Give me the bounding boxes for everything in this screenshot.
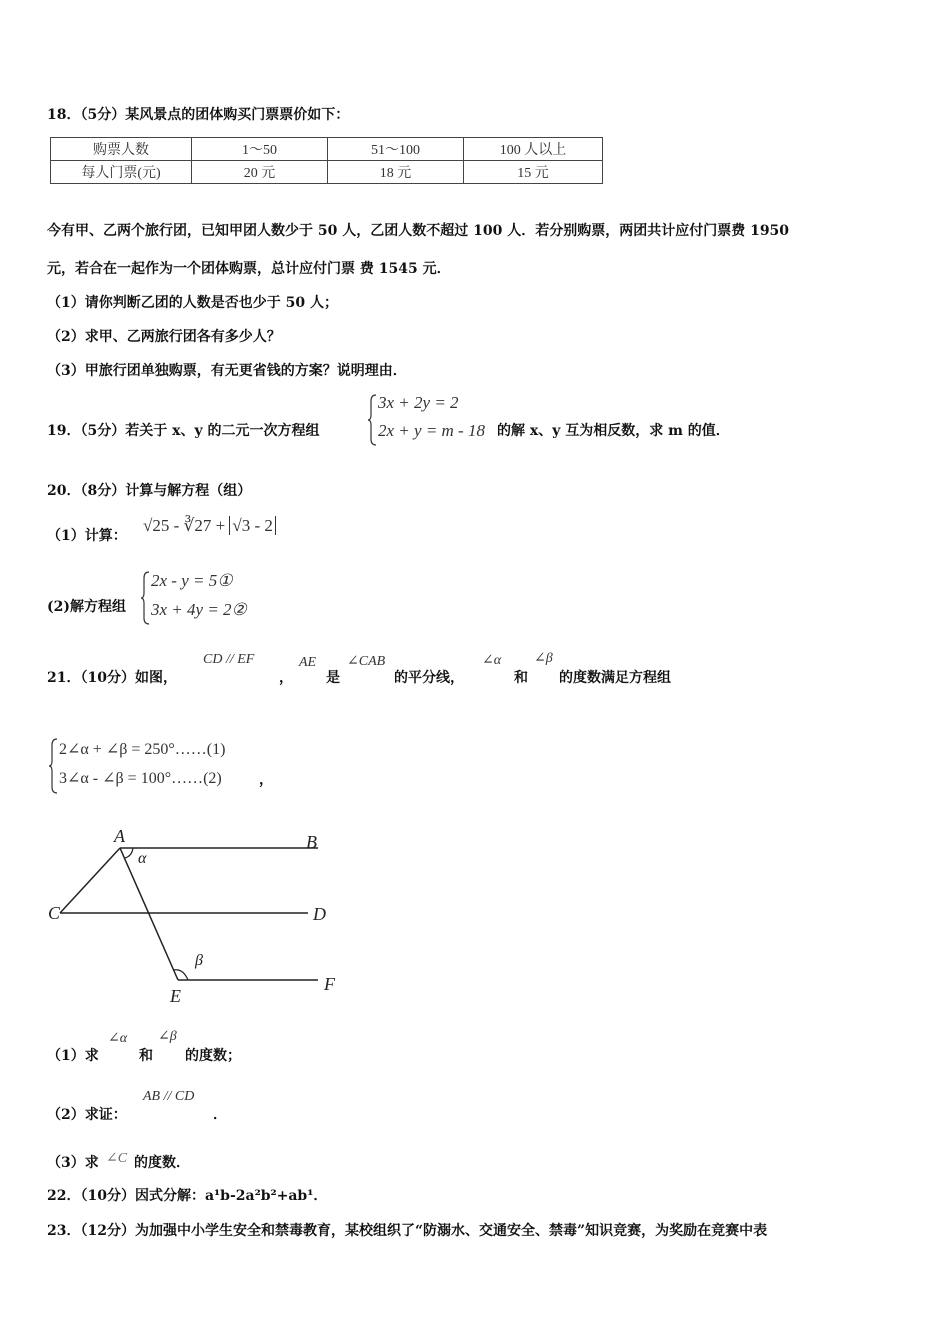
q18-sub1: （1）请你判断乙团的人数是否也少于 50 人； [47,295,338,311]
label-d: D [313,904,326,924]
table-cell: 1～50 [192,138,328,161]
q18-para1: 今有甲、乙两个旅行团，已知甲团人数少于 50 人，乙团人数不超过 100 人．若分别购票，两团共计应付门票费 1950 [47,223,790,239]
q21-eq1: 2∠α + ∠β = 250°……(1) [59,741,226,758]
q21-suffix: 的度数满足方程组 [559,670,671,686]
q20-eq1: 2x - y = 5① [151,571,233,590]
q21-alpha: ∠α [482,653,502,668]
q21-sub1-a: （1）求 [47,1048,99,1064]
table-cell: 51～100 [328,138,464,161]
q21-sub1-alpha: ∠α [108,1031,128,1046]
q21-sub1-beta: ∠β [158,1029,177,1044]
q20-equation-system [141,570,271,626]
q21-eq-tail: ， [259,772,273,788]
q21-sub1-he: 和 [139,1048,153,1064]
q21-sub3-b: 的度数． [134,1155,190,1171]
brace-icon [141,570,151,626]
label-alpha: α [138,850,147,867]
q21-beta: ∠β [534,651,553,666]
label-b: B [306,832,317,852]
table-cell: 每人门票(元) [51,161,192,184]
q21-he: 和 [514,670,528,686]
q18-sub2: （2）求甲、乙两旅行团各有多少人？ [47,329,281,345]
q21-prefix: 21．（10分）如图， [47,670,177,686]
q22-text: 22．（10分）因式分解：a¹b-2a²b²+ab¹． [47,1188,328,1204]
line-ae [120,848,178,980]
q19-equation-system [368,393,498,447]
table-cell: 100 人以上 [464,138,603,161]
line-ac [60,848,120,913]
q21-ae: AE [299,655,317,670]
alpha-arc-icon [125,848,133,858]
q21-comma: ， [279,670,293,686]
label-a: A [114,826,125,846]
brace-icon [368,393,378,447]
table-row [51,161,603,184]
q19-eq1: 3x + 2y = 2 [378,393,459,412]
table-cell: 20 元 [192,161,328,184]
q21-equation-system [49,737,279,795]
q20-sub1-expression [143,516,276,536]
q18-sub3: （3）甲旅行团单独购票，有无更省钱的方案？说明理由． [47,363,407,379]
label-c: C [48,903,61,923]
q20-sub2-label: (2)解方程组 [47,599,126,615]
q20-sub1-label: （1）计算： [47,528,127,544]
q21-cab: ∠CAB [347,654,386,669]
q21-sub3-c: ∠C [106,1151,128,1166]
label-e: E [170,986,181,1006]
radical-expression: √25 - ∛27 + [143,516,230,535]
q21-sub2-expr: AB // CD [143,1089,195,1104]
label-beta: β [195,952,203,969]
q19-eq2: 2x + y = m - 18 [378,421,485,440]
q19-suffix: 的解 x、y 互为相反数，求 m 的值． [497,423,730,439]
q20-eq2: 3x + 4y = 2② [151,600,247,619]
table-cell: 18 元 [328,161,464,184]
q21-sub2-b: ． [213,1107,227,1123]
table-cell: 15 元 [464,161,603,184]
q19-prefix: 19．（5分）若关于 x、y 的二元一次方程组 [47,423,320,439]
q18-header: 18．（5分）某风景点的团体购买门票票价如下： [47,107,350,123]
q21-sub3-a: （3）求 [47,1155,99,1171]
q21-sub1-b: 的度数； [185,1048,241,1064]
brace-icon [49,737,59,795]
q21-cd-ef: CD // EF [203,652,255,667]
q21-sub2-a: （2）求证： [47,1107,127,1123]
absolute-value: √3 - 2 [229,516,276,535]
geometry-figure [40,820,350,1010]
label-f: F [324,974,335,994]
q21-bisector: 的平分线， [394,670,464,686]
q18-para2: 元，若合在一起作为一个团体购票，总计应付门票 费 1545 元． [47,261,451,277]
q21-shi: 是 [326,670,340,686]
price-table [50,137,603,184]
table-cell: 购票人数 [51,138,192,161]
q21-eq2: 3∠α - ∠β = 100°……(2) [59,770,222,787]
q23-text: 23．（12分）为加强中小学生安全和禁毒教育，某校组织了“防溺水、交通安全、禁毒”知识竞赛，为奖励在竞赛中表 [47,1223,768,1239]
q20-header: 20．（8分）计算与解方程（组） [47,483,252,499]
table-row [51,138,603,161]
